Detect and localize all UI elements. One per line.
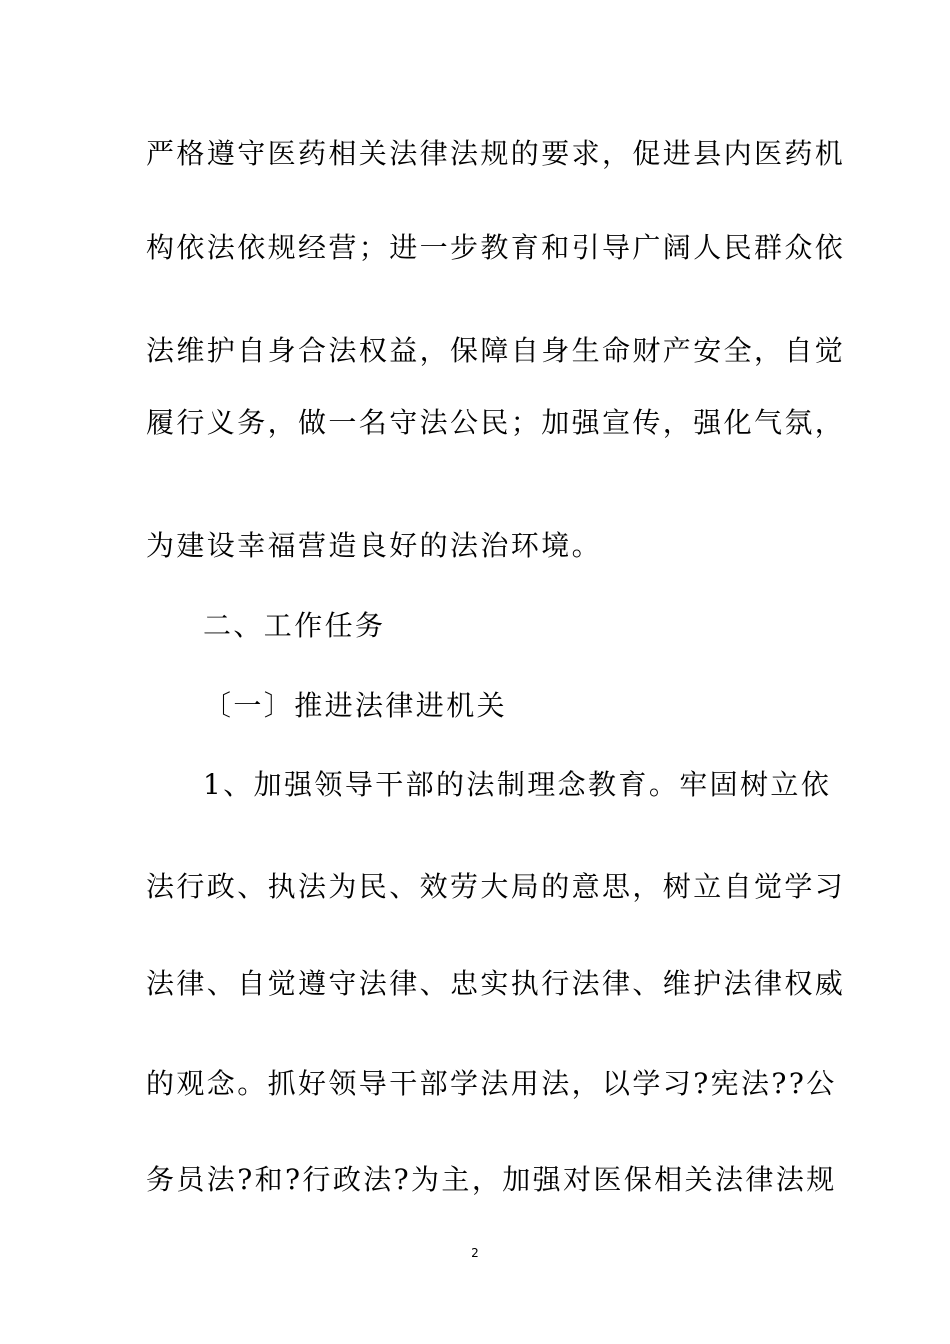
body-text-line: 为建设幸福营造良好的法治环境。 <box>146 529 603 562</box>
body-text-line: 的观念。抓好领导干部学法用法，以学习?宪法??公 <box>146 1067 837 1100</box>
body-text-line: 严格遵守医药相关法律法规的要求，促进县内医药机 <box>146 137 846 170</box>
body-text-line: 法律、自觉遵守法律、忠实执行法律、维护法律权威 <box>146 967 846 1000</box>
body-text-line: 务员法?和?行政法?为主，加强对医保相关法律法规 <box>146 1163 837 1196</box>
body-text-line: 法维护自身合法权益，保障自身生命财产安全，自觉 <box>146 334 846 367</box>
subsection-heading: 〔一〕推进法律进机关 <box>203 689 508 722</box>
body-text-line: 法行政、执法为民、效劳大局的意思，树立自觉学习 <box>146 870 846 903</box>
body-text-line: 构依法依规经营；进一步教育和引导广阔人民群众依 <box>146 231 846 264</box>
body-text-line: 1、加强领导干部的法制理念教育。牢固树立依 <box>203 768 832 801</box>
page-number: 2 <box>471 1246 479 1260</box>
body-text-line: 履行义务，做一名守法公民；加强宣传，强化气氛， <box>146 406 846 439</box>
section-heading: 二、工作任务 <box>203 609 386 642</box>
